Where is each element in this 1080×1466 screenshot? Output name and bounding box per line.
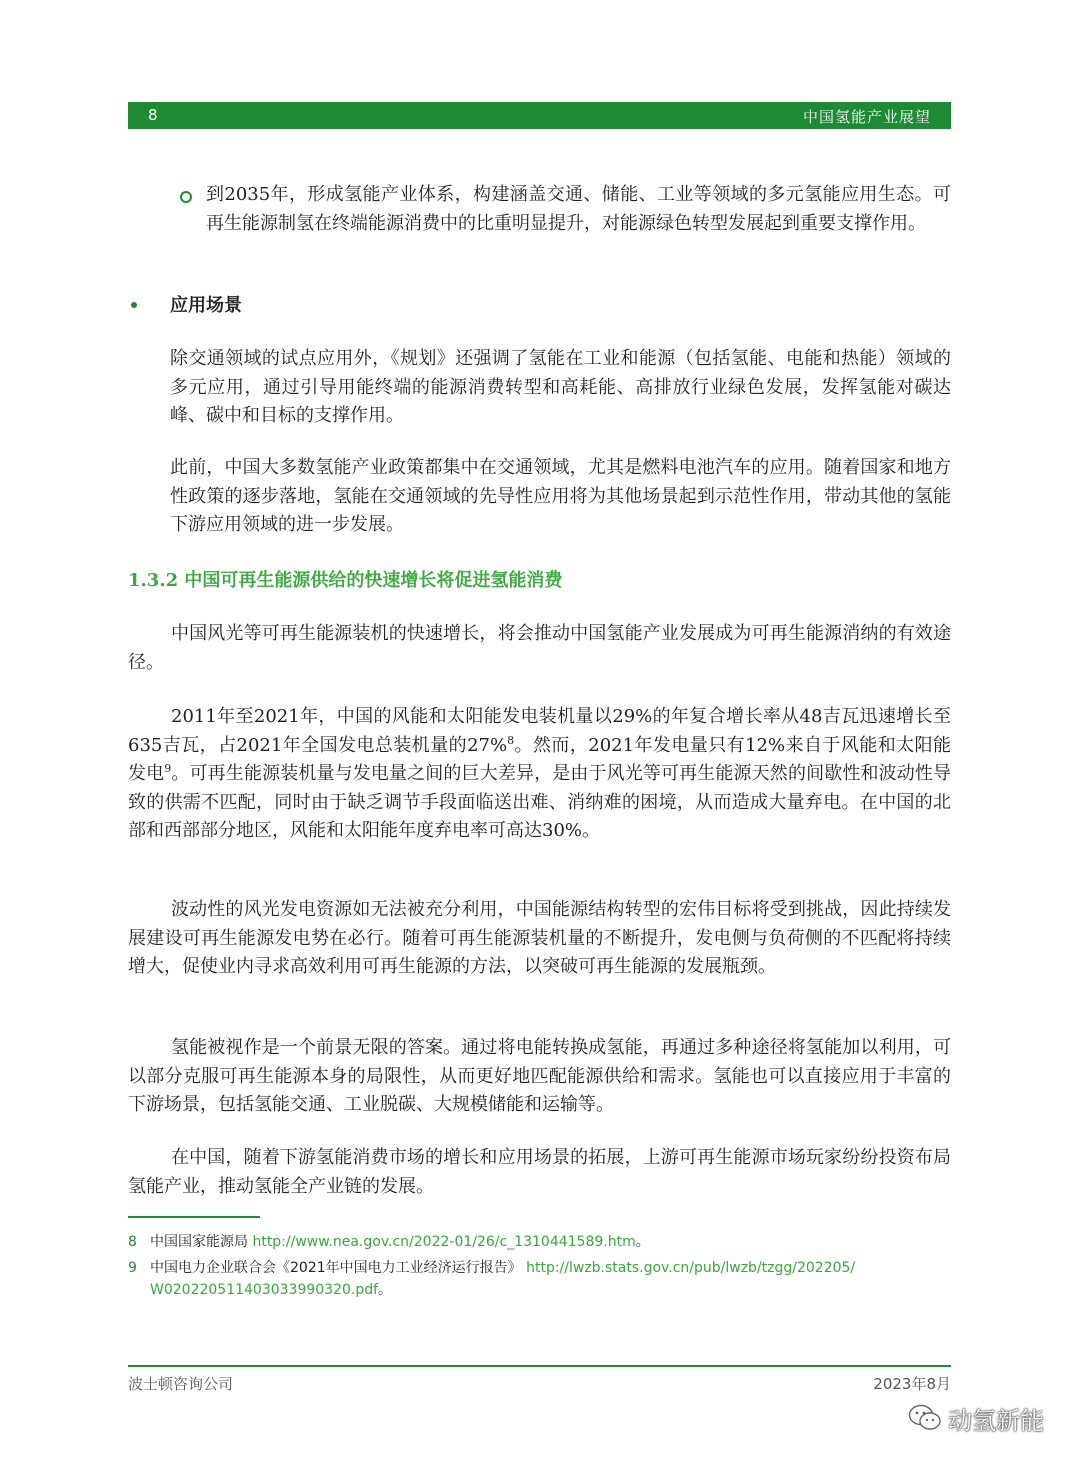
paragraph-2-part-c: 。可再生能源装机量与发电量之间的巨大差异，是由于风光等可再生能源天然的间歇性和波动性导致的供需不匹配，同时由于缺乏调节手段面临送出难、消纳难的困境，从而造成大量弃电。在中国的北部和西部部分地区，风能和太阳能年度弃电率可高达30%。: [128, 763, 952, 841]
application-heading: 应用场景: [170, 295, 242, 316]
application-paragraph-1: 除交通领域的试点应用外，《规划》还强调了氢能在工业和能源（包括氢能、电能和热能）领域的多元应用，通过引导用能终端的能源消费转型和高耗能、高排放行业绿色发展，发挥氢能对碳达峰、碳中和目标的支撑作用。: [170, 348, 951, 426]
footnote-link[interactable]: http://lwzb.stats.gov.cn/pub/lwzb/tzgg/202205/: [526, 1260, 856, 1276]
running-header: [128, 102, 951, 129]
page-number: 8: [148, 106, 158, 124]
footnote-ref-9[interactable]: 9: [164, 762, 172, 775]
footer-divider: [128, 1365, 951, 1367]
running-title: 中国氢能产业展望: [802, 108, 931, 126]
paragraph-2-part-a: 2011年至2021年，中国的风能和太阳能发电装机量以29%的年复合增长率从48吉瓦迅速增长至635吉瓦，占2021年全国发电总装机量的27%: [128, 706, 951, 756]
footnote-link-continued[interactable]: W020220511403033990320.pdf: [150, 1282, 379, 1298]
section-heading: 1.3.2 中国可再生能源供给的快速增长将促进氢能消费: [128, 570, 563, 591]
bullet-dot-icon: [131, 302, 137, 308]
footer-date: 2023年8月: [873, 1375, 951, 1393]
section-paragraph-1: 中国风光等可再生能源装机的快速增长，将会推动中国氢能产业发展成为可再生能源消纳的有效途径。: [128, 623, 951, 673]
wechat-icon: [908, 1404, 942, 1432]
watermark-text: 动氢新能: [948, 1406, 1044, 1435]
footnote-source: 中国电力企业联合会《2021年中国电力工业经济运行报告》: [150, 1260, 522, 1276]
footer-company: 波士顿咨询公司: [128, 1375, 234, 1393]
footnote-tail: 。: [378, 1282, 393, 1298]
footnote-ref-8[interactable]: 8: [507, 733, 515, 747]
section-paragraph-4: 氢能被视作是一个前景无限的答案。通过将电能转换成氢能，再通过多种途径将氢能加以利用，可以部分克服可再生能源本身的局限性，从而更好地匹配能源供给和需求。氢能也可以直接应用于丰富的下游场景，包括氢能交通、工业脱碳、大规模储能和运输等。: [128, 1037, 951, 1115]
section-paragraph-3: 波动性的风光发电资源如无法被充分利用，中国能源结构转型的宏伟目标将受到挑战，因此持续发展建设可再生能源发电势在必行。随着可再生能源装机量的不断提升，发电侧与负荷侧的不匹配将持续增大，促使业内寻求高效利用可再生能源的方法，以突破可再生能源的发展瓶颈。: [128, 899, 951, 977]
goal-2035-text: 到2035年，形成氢能产业体系，构建涵盖交通、储能、工业等领域的多元氢能应用生态。可再生能源制氢在终端能源消费中的比重明显提升，对能源绿色转型发展起到重要支撑作用。: [206, 184, 951, 234]
footnote-tail: 。: [635, 1234, 650, 1250]
watermark: [908, 1400, 1044, 1436]
section-paragraph-2: [128, 703, 951, 846]
footnote-8: [128, 1231, 951, 1253]
footnote-9: [128, 1257, 951, 1301]
footnote-link[interactable]: http://www.nea.gov.cn/2022-01/26/c_1310441589.htm: [252, 1234, 636, 1250]
paragraph-2-part-b: 。然而，2021年发电量只有12%来自于风能和太阳能发电: [128, 734, 951, 784]
footnote-divider: [128, 1216, 260, 1218]
application-paragraph-2: 此前，中国大多数氢能产业政策都集中在交通领域，尤其是燃料电池汽车的应用。随着国家和地方性政策的逐步落地，氢能在交通领域的先导性应用将为其他场景起到示范性作用，带动其他的氢能下游应用领域的进一步发展。: [170, 457, 951, 535]
footnote-number: 9: [128, 1260, 137, 1276]
section-paragraph-5: 在中国，随着下游氢能消费市场的增长和应用场景的拓展，上游可再生能源市场玩家纷纷投资布局氢能产业，推动氢能全产业链的发展。: [128, 1147, 951, 1197]
hollow-circle-bullet-icon: [180, 191, 192, 203]
footnote-source: 中国国家能源局: [150, 1234, 253, 1250]
footnote-number: 8: [128, 1234, 137, 1250]
